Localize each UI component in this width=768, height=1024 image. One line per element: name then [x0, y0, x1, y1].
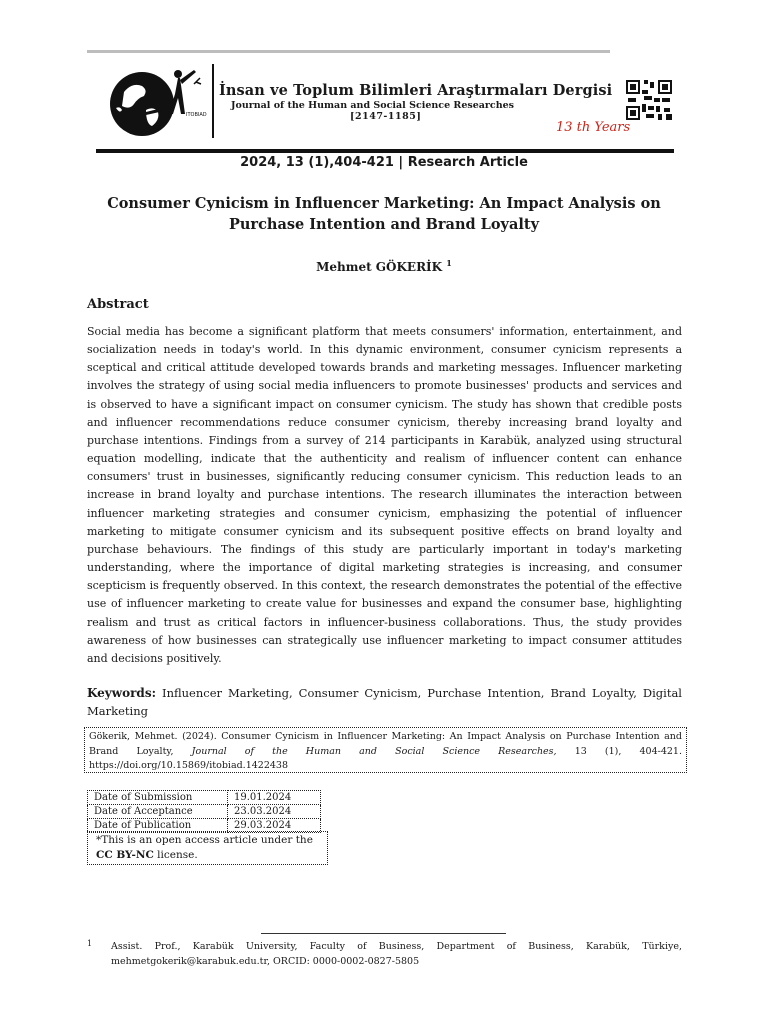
abstract-heading: Abstract: [87, 297, 149, 312]
date-label: Date of Submission: [88, 791, 228, 805]
citation-journal: Journal of the Human and Social Science Researches,: [191, 745, 557, 757]
table-row: [88, 805, 321, 819]
qr-code-icon: [626, 80, 672, 120]
journal-masthead: [96, 62, 676, 144]
issue-line: 2024, 13 (1),404-421 | Research Article: [240, 155, 528, 170]
open-access-text-end: license.: [157, 849, 198, 861]
article-title-line1: Consumer Cynicism in Influencer Marketing: An Impact Analysis on: [107, 195, 661, 212]
footnote-mark: 1: [87, 939, 93, 948]
author-line: [0, 258, 768, 274]
open-access-text: *This is an open access article under the: [96, 834, 313, 846]
date-value: 19.01.2024: [228, 791, 321, 805]
citation-box: [84, 727, 687, 773]
license-link[interactable]: CC BY-NC: [96, 849, 154, 861]
masthead-divider: [212, 64, 214, 138]
publication-dates-table: [87, 790, 321, 833]
journal-name-english: Journal of the Human and Social Science Researches: [231, 100, 514, 111]
abstract-text: Social media has become a significant platform that meets consumers' information, entertainment, and socialization needs in today's world. In this dynamic environment, consumer cynicism represents a sceptical and critical attitude developed towards brands and marketing messages. Influencer marketing involves the strategy of using social media influencers to promote businesses' products and services and is observed to have a significant impact on consumer cynicism. The study has shown that credible posts and influencer recommendations reduce consumer cynicism, thereby increasing brand loyalty and purchase intentions. Findings from a survey of 214 participants in Karabük, analyzed using structural equation modelling, indicate that the authenticity and realism of influencer content can enhance consumers' trust in businesses, significantly reducing consumer cynicism. This reduction leads to an increase in brand loyalty and purchase intentions. The research illuminates the interaction between influencer marketing strategies and consumer cynicism, emphasizing the potential of influencer marketing to mitigate consumer cynicism and its subsequent positive effects on brand loyalty and purchase behaviours. The findings of this study are particularly important in today's marketing understanding, where the importance of digital marketing strategies is increasing, and consumer scepticism is frequently observed. In this context, the research demonstrates the potential of the effective use of influencer marketing to create value for businesses and expand the consumer base, highlighting realism and trust as critical factors in influencer-business collaborations. Thus, the study provides awareness of how businesses can strategically use influencer marketing to impact consumer attitudes and decisions positively.: [87, 325, 682, 665]
keywords-label: Keywords:: [87, 686, 157, 700]
top-decorative-rule: [87, 50, 610, 53]
citation-prefix: Gökerik, Mehmet. (2024). Consumer Cynicism in Influencer Marketing: An Impact Analysis on Purchase Intention and Brand Loyalty,: [89, 731, 682, 757]
date-value: 29.03.2024: [228, 819, 321, 833]
journal-name-turkish: İnsan ve Toplum Bilimleri Araştırmaları Dergisi: [219, 82, 613, 99]
journal-issn: [2147-1185]: [350, 111, 422, 122]
journal-logo-icon: [102, 64, 210, 140]
anniversary-label: 13 th Years: [556, 120, 631, 135]
svg-text:ITOBIAD: ITOBIAD: [186, 112, 207, 118]
citation-suffix[interactable]: 13 (1), 404-421. https://doi.org/10.15869/itobiad.1422438: [89, 745, 683, 771]
footnote: [87, 940, 682, 969]
article-title: [100, 193, 668, 235]
keywords-text: Influencer Marketing, Consumer Cynicism, Purchase Intention, Brand Loyalty, Digital Marketing: [87, 686, 682, 718]
date-label: Date of Publication: [88, 819, 228, 833]
keywords-paragraph: [87, 684, 682, 720]
date-label: Date of Acceptance: [88, 805, 228, 819]
author-footnote-mark[interactable]: 1: [446, 258, 452, 268]
author-name: Mehmet GÖKERİK: [316, 260, 443, 274]
footnote-rule: [261, 933, 506, 934]
open-access-notice: [87, 831, 328, 865]
footnote-text: Assist. Prof., Karabük University, Faculty of Business, Department of Business, Karabük, Türkiye, mehmetgokerik@karabuk.edu.tr, ORCID: 0000-0002-0827-5805: [111, 941, 682, 967]
masthead-rule: [96, 149, 674, 153]
article-title-line2: Purchase Intention and Brand Loyalty: [228, 216, 539, 233]
table-row: [88, 791, 321, 805]
date-value: 23.03.2024: [228, 805, 321, 819]
